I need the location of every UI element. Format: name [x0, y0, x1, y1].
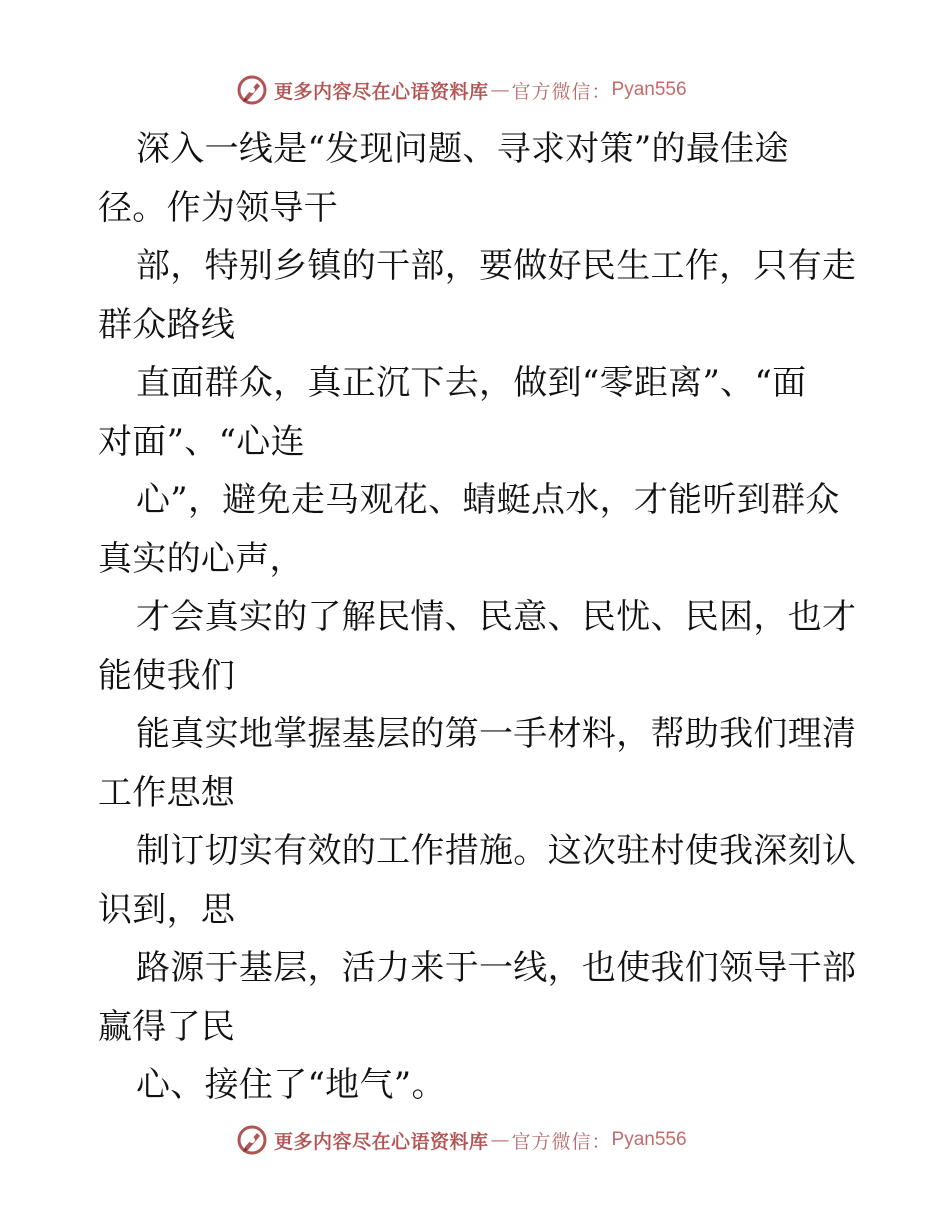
- text-line: 能真实地掌握基层的第一手材料，帮助我们理清: [136, 714, 857, 754]
- text-line: 制订切实有效的工作措施。这次驻村使我深刻认: [136, 831, 857, 871]
- text-line: 赢得了民: [98, 1006, 236, 1047]
- banner-text: 更多内容尽在心语资料库: [274, 1130, 489, 1153]
- banner-dash: —: [490, 79, 510, 101]
- banner-wechat-id: Pyan556: [611, 1129, 687, 1150]
- banner-official-label: 官方微信：: [511, 1130, 612, 1153]
- text-line: 心”，避免走马观花、蜻蜓点水，才能听到群众: [136, 480, 840, 520]
- footer-banner: [236, 1123, 687, 1157]
- banner-official-label: 官方微信：: [511, 80, 612, 103]
- header-banner: [236, 73, 687, 107]
- pen-logo-icon: [236, 1124, 268, 1156]
- text-line: 工作思想: [98, 772, 236, 813]
- text-line: 真实的心声，: [98, 538, 304, 579]
- text-line: 对面”、“心连: [98, 421, 305, 462]
- banner-text: 更多内容尽在心语资料库: [274, 80, 489, 103]
- text-line: 心、接住了“地气”。: [136, 1065, 446, 1105]
- text-line: 能使我们: [98, 655, 236, 696]
- text-line: 部，特别乡镇的干部，要做好民生工作，只有走: [136, 246, 857, 286]
- text-line: 路源于基层，活力来于一线，也使我们领导干部: [136, 948, 857, 988]
- banner-dash: —: [490, 1129, 510, 1151]
- document-body: [98, 120, 858, 1115]
- text-line: 群众路线: [98, 304, 236, 345]
- text-line: 径。作为领导干: [98, 187, 339, 228]
- pen-logo-icon: [236, 74, 268, 106]
- text-line: 识到，思: [98, 889, 236, 930]
- text-line: 直面群众，真正沉下去，做到“零距离”、“面: [136, 363, 807, 403]
- banner-wechat-id: Pyan556: [611, 79, 687, 100]
- text-line: 深入一线是“发现问题、寻求对策”的最佳途: [136, 129, 789, 169]
- text-line: 才会真实的了解民情、民意、民忧、民困，也才: [136, 597, 857, 637]
